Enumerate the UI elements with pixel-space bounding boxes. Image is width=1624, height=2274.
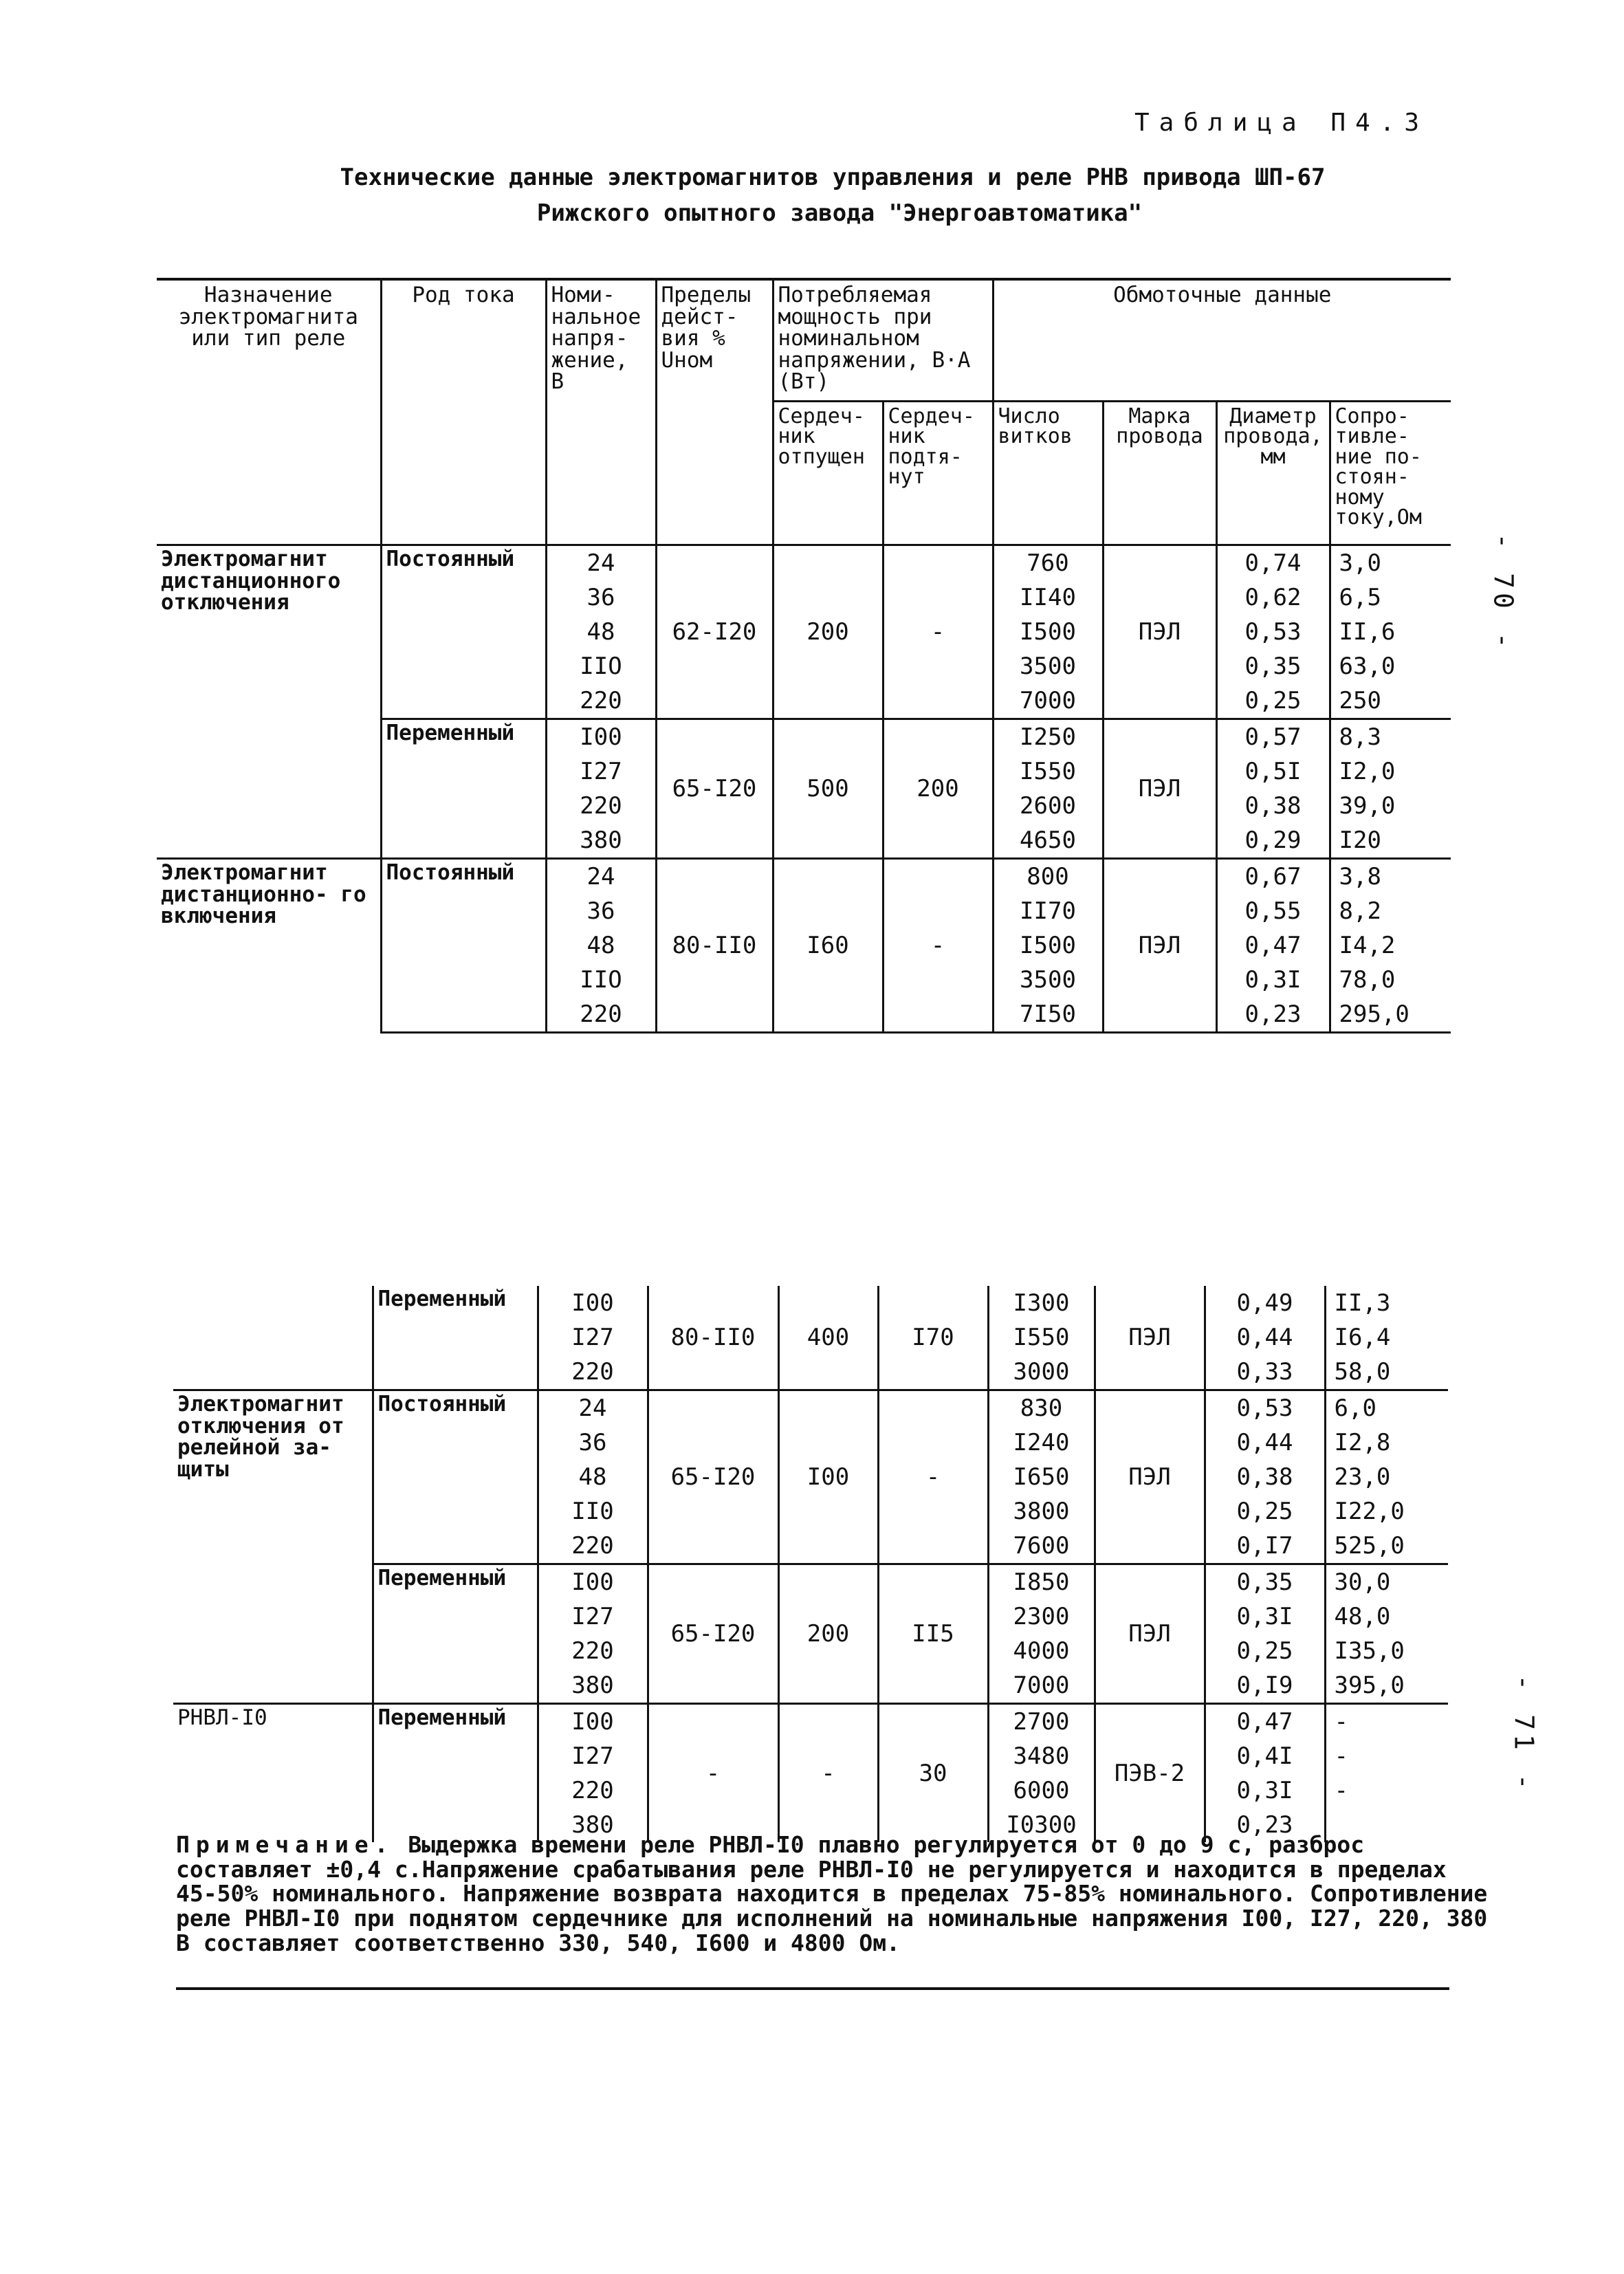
core-attracted-cell: - [878,1390,988,1564]
wire-brand-cell: ПЭВ-2 [1095,1704,1205,1843]
voltage-cell: IIO [546,649,656,684]
diameter-cell: 0,44 [1205,1320,1325,1355]
voltage-cell: 220 [546,789,656,823]
voltage-cell: I27 [546,754,656,789]
current-type-cell: Постоянный [373,1390,538,1564]
diameter-cell: 0,53 [1216,615,1330,649]
resistance-cell: 48,0 [1325,1599,1448,1634]
turns-cell: I0300 [988,1808,1095,1842]
core-released-cell: 200 [773,545,883,719]
diameter-cell: 0,33 [1205,1355,1325,1390]
resistance-cell: I4,2 [1330,928,1451,963]
diameter-cell: 0,38 [1205,1460,1325,1494]
diameter-cell: 0,38 [1216,789,1330,823]
diameter-cell: 0,25 [1205,1634,1325,1668]
table-title-line-2: Рижского опытного завода "Энергоавтоматика" [536,199,1143,227]
voltage-cell: I27 [538,1739,648,1773]
current-type-cell: Переменный [373,1564,538,1704]
limits-cell: 80-II0 [656,859,773,1033]
resistance-cell: 525,0 [1325,1529,1448,1564]
voltage-cell: 380 [546,823,656,859]
diameter-cell: 0,47 [1205,1704,1325,1740]
voltage-cell: 380 [538,1668,648,1704]
voltage-cell: I00 [538,1704,648,1740]
diameter-cell: 0,57 [1216,719,1330,755]
wire-brand-cell: ПЭЛ [1095,1286,1205,1390]
page-number-70: - 70 - [1488,533,1519,653]
table-part-2 [173,1286,1448,1842]
voltage-cell: 36 [546,894,656,928]
turns-cell: I300 [988,1286,1095,1320]
diameter-cell: 0,I7 [1205,1529,1325,1564]
turns-cell: 4000 [988,1634,1095,1668]
voltage-cell: I00 [538,1564,648,1600]
resistance-cell: 8,2 [1330,894,1451,928]
turns-cell: 760 [993,545,1103,581]
header-winding-data: Обмоточные данные [993,279,1451,402]
turns-cell: 3800 [988,1494,1095,1529]
turns-cell: 7I50 [993,997,1103,1033]
core-released-cell: I60 [773,859,883,1033]
resistance-cell: - [1325,1704,1448,1740]
voltage-cell: 24 [546,545,656,581]
voltage-cell: 48 [546,928,656,963]
limits-cell: 65-I20 [656,719,773,859]
diameter-cell: 0,67 [1216,859,1330,895]
diameter-cell: 0,23 [1205,1808,1325,1842]
wire-brand-cell: ПЭЛ [1095,1564,1205,1704]
voltage-cell: 220 [546,997,656,1033]
purpose-cell: Электромагнит дистанционно- го включения [157,859,381,1033]
diameter-cell: 0,25 [1205,1494,1325,1529]
limits-cell: - [648,1704,778,1843]
resistance-cell: 3,8 [1330,859,1451,895]
diameter-cell: 0,3I [1205,1773,1325,1808]
voltage-cell: 24 [538,1390,648,1426]
voltage-cell: I00 [546,719,656,755]
table-label: Таблица П4.3 [1134,109,1429,137]
core-attracted-cell: II5 [878,1564,988,1704]
turns-cell: 800 [993,859,1103,895]
turns-cell: 6000 [988,1773,1095,1808]
core-released-cell: I00 [778,1390,878,1564]
header-core-attracted: Сердеч- ник подтя- нут [883,402,993,545]
diameter-cell: 0,5I [1216,754,1330,789]
voltage-cell: 36 [546,580,656,615]
voltage-cell: I00 [538,1286,648,1320]
voltage-cell: 48 [538,1460,648,1494]
footnote-label: Примечание. [176,1831,395,1858]
turns-cell: 2300 [988,1599,1095,1634]
voltage-cell: 48 [546,615,656,649]
diameter-cell: 0,53 [1205,1390,1325,1426]
page-number-71: - 71 - [1508,1674,1539,1794]
turns-cell: 2700 [988,1704,1095,1740]
turns-cell: 3480 [988,1739,1095,1773]
header-nominal-voltage: Номи- нальное напря- жение, В [546,279,656,545]
limits-cell: 65-I20 [648,1564,778,1704]
resistance-cell: 30,0 [1325,1564,1448,1600]
diameter-cell: 0,74 [1216,545,1330,581]
limits-cell: 80-II0 [648,1286,778,1390]
resistance-cell: 395,0 [1325,1668,1448,1704]
core-attracted-cell: - [883,545,993,719]
core-released-cell: 400 [778,1286,878,1390]
resistance-cell: I22,0 [1325,1494,1448,1529]
turns-cell: 4650 [993,823,1103,859]
header-core-released: Сердеч- ник отпущен [773,402,883,545]
voltage-cell: IIO [546,963,656,997]
header-limits: Пределы дейст- вия % Uном [656,279,773,545]
turns-cell: 3000 [988,1355,1095,1390]
turns-cell: I500 [993,928,1103,963]
voltage-cell: 220 [546,684,656,719]
turns-cell: 830 [988,1390,1095,1426]
resistance-cell: - [1325,1739,1448,1773]
wire-brand-cell: ПЭЛ [1095,1390,1205,1564]
diameter-cell: 0,25 [1216,684,1330,719]
limits-cell: 65-I20 [648,1390,778,1564]
current-type-cell: Переменный [373,1704,538,1843]
turns-cell: I250 [993,719,1103,755]
resistance-cell: I35,0 [1325,1634,1448,1668]
diameter-cell: 0,44 [1205,1425,1325,1460]
resistance-cell: 3,0 [1330,545,1451,581]
resistance-cell: 63,0 [1330,649,1451,684]
resistance-cell: II,3 [1325,1286,1448,1320]
turns-cell: 3500 [993,649,1103,684]
limits-cell: 62-I20 [656,545,773,719]
core-released-cell: 200 [778,1564,878,1704]
header-power: Потребляемая мощность при номинальном напряжении, В·А (Вт) [773,279,993,402]
voltage-cell: II0 [538,1494,648,1529]
resistance-cell: 78,0 [1330,963,1451,997]
header-purpose: Назначение электромагнита или тип реле [157,279,381,545]
turns-cell: 3500 [993,963,1103,997]
purpose-cell: Электромагнит отключения от релейной за- щиты [173,1390,373,1704]
turns-cell: 7600 [988,1529,1095,1564]
voltage-cell: 380 [538,1808,648,1842]
voltage-cell: 220 [538,1529,648,1564]
resistance-cell: 8,3 [1330,719,1451,755]
diameter-cell: 0,23 [1216,997,1330,1033]
resistance-cell: 295,0 [1330,997,1451,1033]
voltage-cell: 220 [538,1355,648,1390]
header-resistance: Сопро- тивле- ние по- стоян- ному току,Ом [1330,402,1451,545]
resistance-cell: 58,0 [1325,1355,1448,1390]
diameter-cell: 0,3I [1216,963,1330,997]
current-type-cell: Переменный [373,1286,538,1390]
diameter-cell: 0,35 [1205,1564,1325,1600]
table-title-line-1: Технические данные электромагнитов управления и реле РНВ привода ШП-67 [340,164,1326,191]
resistance-cell: 6,0 [1325,1390,1448,1426]
voltage-cell: 220 [538,1773,648,1808]
turns-cell: I850 [988,1564,1095,1600]
turns-cell: I240 [988,1425,1095,1460]
diameter-cell: 0,55 [1216,894,1330,928]
resistance-cell: I20 [1330,823,1451,859]
current-type-cell: Постоянный [381,859,546,1033]
core-released-cell: - [778,1704,878,1843]
voltage-cell: 220 [538,1634,648,1668]
turns-cell: 7000 [988,1668,1095,1704]
voltage-cell: 24 [546,859,656,895]
current-type-cell: Переменный [381,719,546,859]
turns-cell: II70 [993,894,1103,928]
purpose-cell: Электромагнит дистанционного отключения [157,545,381,859]
core-attracted-cell: 200 [883,719,993,859]
wire-brand-cell: ПЭЛ [1103,719,1216,859]
voltage-cell: I27 [538,1320,648,1355]
header-current-type: Род тока [381,279,546,545]
resistance-cell: II,6 [1330,615,1451,649]
resistance-cell: - [1325,1773,1448,1808]
turns-cell: I550 [988,1320,1095,1355]
resistance-cell: 23,0 [1325,1460,1448,1494]
core-attracted-cell: - [883,859,993,1033]
turns-cell: I550 [993,754,1103,789]
footnote-text: Выдержка времени реле РНВЛ-I0 плавно регулируется от 0 до 9 с, разброс составляет ±0,4 с.Напряжение срабатывания реле РНВЛ-I0 не регулируется и находится в пределах 45-50% номинального. Напряжение возврата находится в пределах 75-85% номинального. Сопротивление реле РНВЛ-I0 при поднятом сердечнике для исполнений на номинальные напряжения I00, I27, 220, 380 В составляет соответственно 330, 540, I600 и 4800 Ом. [176,1831,1488,1956]
resistance-cell: I2,0 [1330,754,1451,789]
header-wire-diameter: Диаметр провода, мм [1216,402,1330,545]
wire-brand-cell: ПЭЛ [1103,545,1216,719]
diameter-cell: 0,62 [1216,580,1330,615]
purpose-cell-continued [173,1286,373,1390]
turns-cell: 7000 [993,684,1103,719]
voltage-cell: I27 [538,1599,648,1634]
turns-cell: I650 [988,1460,1095,1494]
purpose-cell: РНВЛ-I0 [173,1704,373,1843]
resistance-cell: 250 [1330,684,1451,719]
table-part-1 [157,278,1451,1034]
turns-cell: 2600 [993,789,1103,823]
resistance-cell: 39,0 [1330,789,1451,823]
diameter-cell: 0,I9 [1205,1668,1325,1704]
diameter-cell: 0,47 [1216,928,1330,963]
footnote [176,1833,1496,1955]
turns-cell: I500 [993,615,1103,649]
diameter-cell: 0,3I [1205,1599,1325,1634]
voltage-cell: 36 [538,1425,648,1460]
core-attracted-cell: I70 [878,1286,988,1390]
resistance-cell: I6,4 [1325,1320,1448,1355]
resistance-cell: I2,8 [1325,1425,1448,1460]
resistance-cell: 6,5 [1330,580,1451,615]
header-wire-brand: Марка провода [1103,402,1216,545]
current-type-cell: Постоянный [381,545,546,719]
wire-brand-cell: ПЭЛ [1103,859,1216,1033]
core-released-cell: 500 [773,719,883,859]
header-turns: Число витков [993,402,1103,545]
diameter-cell: 0,49 [1205,1286,1325,1320]
turns-cell: II40 [993,580,1103,615]
bottom-rule [176,1987,1449,1990]
diameter-cell: 0,4I [1205,1739,1325,1773]
diameter-cell: 0,29 [1216,823,1330,859]
core-attracted-cell: 30 [878,1704,988,1843]
diameter-cell: 0,35 [1216,649,1330,684]
